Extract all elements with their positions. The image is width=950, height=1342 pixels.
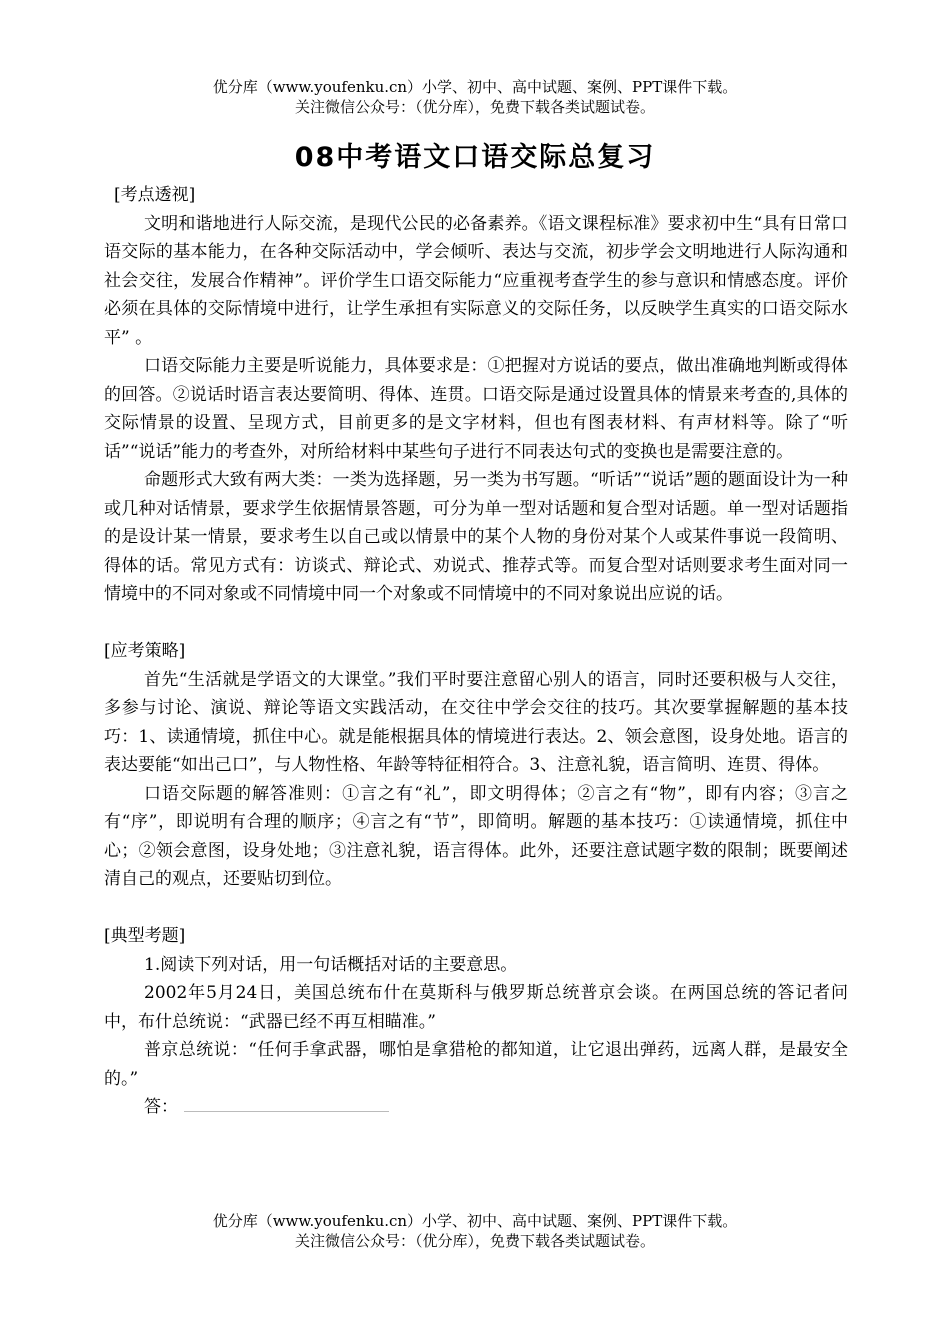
document-title: 08中考语文口语交际总复习 bbox=[294, 142, 656, 173]
section-heading-kaodian: [考点透视] bbox=[114, 185, 196, 205]
footer-line-1: 优分库（www.youfenku.cn）小学、初中、高中试题、案例、PPT课件下载。 bbox=[212, 1212, 738, 1230]
answer-blank[interactable] bbox=[184, 1093, 389, 1112]
paragraph: 口语交际能力主要是听说能力，具体要求是：①把握对方说话的要点，做出准确地判断或得体的回答。②说话时语言表达要简明、得体、连贯。口语交际是通过设置具体的情景来考查的,具体的交际情景的设置、呈现方式，目前更多的是文字材料，但也有图表材料、有声材料等。除了“听话”“说话”能力的考查外，对所给材料中某些句子进行不同表达句式的变换也是需要注意的。 bbox=[104, 356, 848, 462]
footer-line-2: 关注微信公众号：（优分库），免费下载各类试题试卷。 bbox=[294, 1232, 655, 1250]
paragraph: 2002年5月24日，美国总统布什在莫斯科与俄罗斯总统普京会谈。在两国总统的答记者问中，布什总统说：“武器已经不再互相瞄准。” bbox=[104, 983, 848, 1032]
paragraph: 首先“生活就是学语文的大课堂。”我们平时要注意留心别人的语言，同时还要积极与人交往，多参与讨论、演说、辩论等语文实践活动，在交往中学会交往的技巧。其次要掌握解题的基本技巧：1、读通情境，抓住中心。就是能根据具体的情境进行表达。2、领会意图，设身处地。语言的表达要能“如出己口”，与人物性格、年龄等特征相符合。3、注意礼貌，语言简明、连贯、得体。 bbox=[104, 669, 848, 775]
page-footer bbox=[0, 1211, 950, 1251]
header-line-1: 优分库（www.youfenku.cn）小学、初中、高中试题、案例、PPT课件下载。 bbox=[212, 78, 738, 96]
paragraph: 文明和谐地进行人际交流，是现代公民的必备素养。《语文课程标准》要求初中生“具有日常口语交际的基本能力，在各种交际活动中，学会倾听、表达与交流，初步学会文明地进行人际沟通和社会交往，发展合作精神”。评价学生口语交际能力“应重视考查学生的参与意识和情感态度。评价必须在具体的交际情境中进行，让学生承担有实际意义的交际任务，以反映学生真实的口语交际水平” 。 bbox=[104, 213, 848, 348]
paragraph: 命题形式大致有两大类：一类为选择题，另一类为书写题。“听话”“说话”题的题面设计为一种或几种对话情景，要求学生依据情景答题，可分为单一型对话题和复合型对话题。单一型对话题指的是设计某一情景，要求考生以自己或以情景中的某个人物的身份对某个人或某件事说一段简明、得体的话。常见方式有：访谈式、辩论式、劝说式、推荐式等。而复合型对话则要求考生面对同一情境中的不同对象或不同情境中同一个对象或不同情境中的不同对象说出应说的话。 bbox=[104, 470, 848, 604]
answer-row bbox=[104, 1093, 848, 1122]
section-heading-dianxing: [典型考题] bbox=[104, 926, 186, 946]
question-prompt: 1.阅读下列对话，用一句话概括对话的主要意思。 bbox=[144, 954, 518, 975]
paragraph: 口语交际题的解答准则：①言之有“礼”，即文明得体；②言之有“物”，即有内容；③言之有“序”，即说明有合理的顺序；④言之有“节”，即简明。解题的基本技巧：①读通情境，抓住中心；②领会意图，设身处地；③注意礼貌，语言得体。此外，还要注意试题字数的限制；既要阐述清自己的观点，还要贴切到位。 bbox=[104, 783, 848, 889]
paragraph: 普京总统说：“任何手拿武器，哪怕是拿猎枪的都知道，让它退出弹药，远离人群，是最安全的。” bbox=[104, 1040, 848, 1089]
header-line-2: 关注微信公众号：（优分库），免费下载各类试题试卷。 bbox=[294, 98, 655, 116]
answer-label: 答： bbox=[144, 1097, 178, 1117]
document-body bbox=[104, 181, 848, 1122]
section-heading-yingkao: [应考策略] bbox=[104, 641, 186, 661]
page-header bbox=[0, 77, 950, 117]
